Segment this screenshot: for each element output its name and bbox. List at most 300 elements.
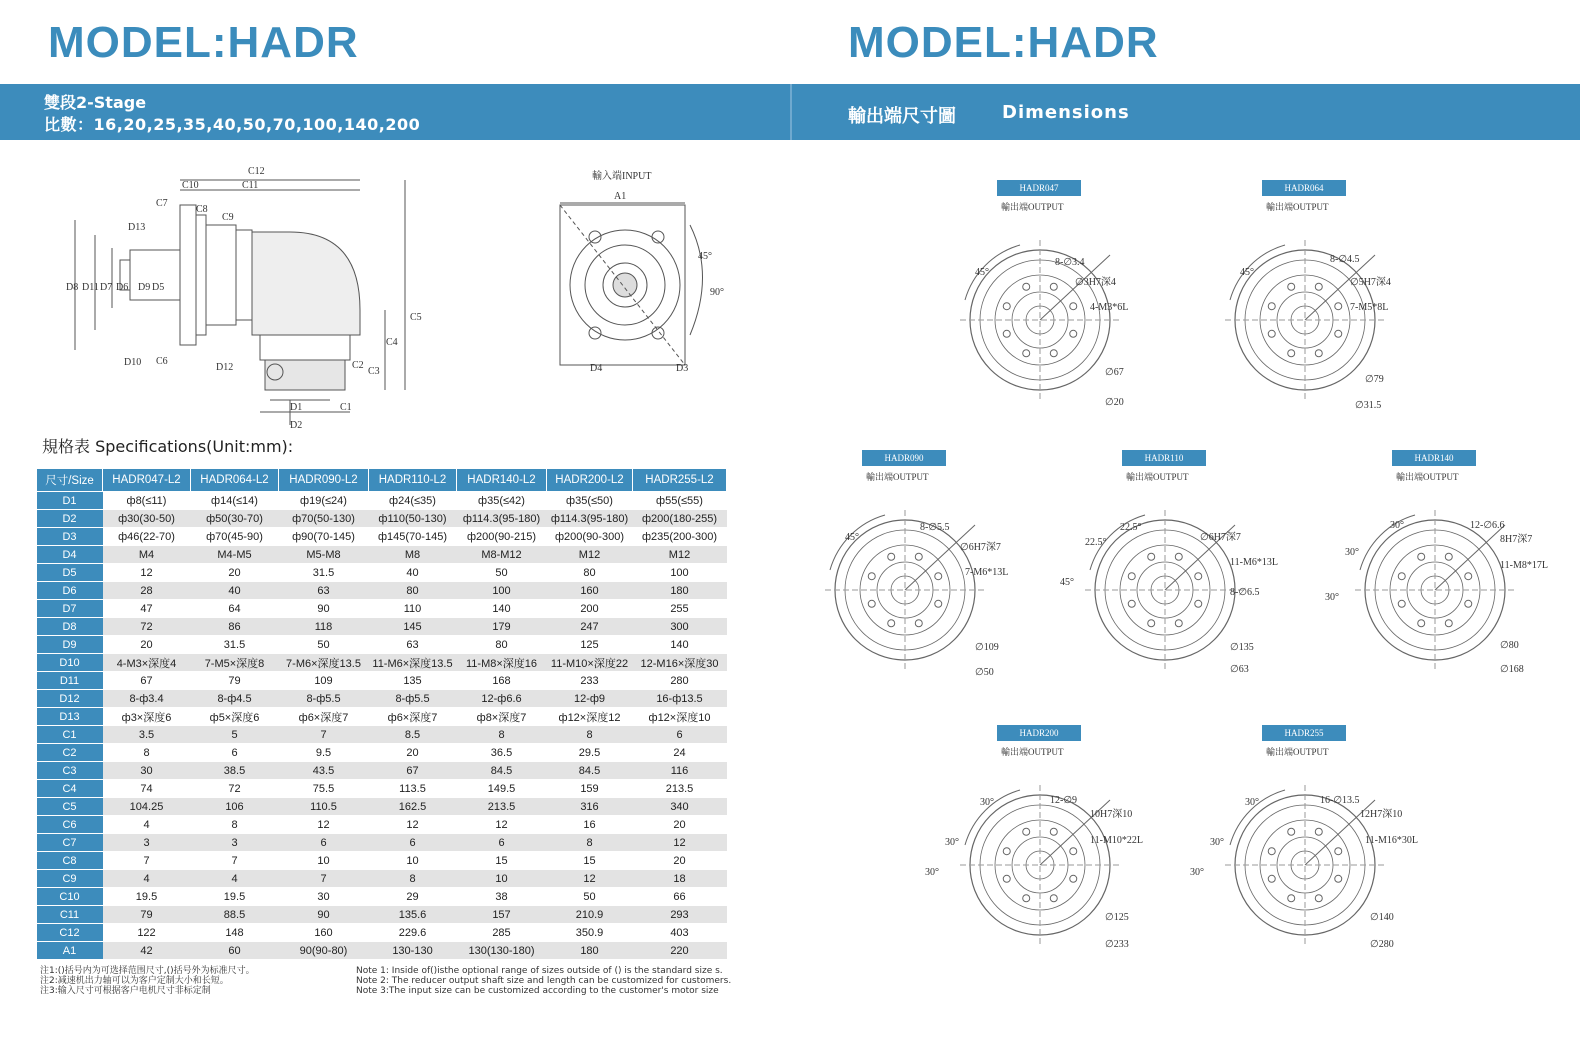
output-caption: 輸出端OUTPUT	[866, 472, 929, 482]
table-cell: 293	[633, 906, 727, 924]
table-row	[37, 942, 727, 960]
table-cell: 80	[547, 564, 633, 582]
dimensions-label-en: Dimensions	[1002, 102, 1130, 123]
output-caption: 輸出端OUTPUT	[1266, 202, 1329, 212]
dimension-label: 12-∅9	[1050, 795, 1078, 806]
output-caption: 輸出端OUTPUT	[1001, 747, 1064, 757]
dimension-label: ∅79	[1365, 374, 1384, 385]
table-cell: ф8×深度7	[457, 708, 547, 726]
row-label: C3	[37, 762, 103, 780]
table-cell: 28	[103, 582, 191, 600]
table-cell: 110.5	[279, 798, 369, 816]
note-cn-1: 注1:()括号内为可选择范围尺寸,()括号外为标准尺寸。	[40, 966, 255, 976]
dimension-label: 8-∅3.4	[1055, 257, 1085, 268]
model-tag: HADR200	[997, 725, 1081, 741]
label-c2: C2	[352, 360, 364, 371]
label-d8: D8	[66, 282, 79, 293]
table-cell: 10	[279, 852, 369, 870]
table-cell: 113.5	[369, 780, 457, 798]
dimension-label: 12-∅6.6	[1470, 520, 1505, 531]
table-cell: 12-ф6.6	[457, 690, 547, 708]
table-cell: 135	[369, 672, 457, 690]
table-cell: 316	[547, 798, 633, 816]
table-cell: 79	[103, 906, 191, 924]
row-label: C9	[37, 870, 103, 888]
table-row	[37, 492, 727, 510]
label-90: 90°	[710, 287, 724, 298]
table-cell: 19.5	[191, 888, 279, 906]
table-cell: 8-ф5.5	[279, 690, 369, 708]
table-cell: 118	[279, 618, 369, 636]
label-d6: D6	[116, 282, 129, 293]
notes-cn	[40, 966, 255, 996]
band-divider	[790, 84, 792, 140]
table-row	[37, 528, 727, 546]
table-cell: ф145(70-145)	[369, 528, 457, 546]
table-cell: 135.6	[369, 906, 457, 924]
table-cell: ф6×深度7	[279, 708, 369, 726]
dimension-label: ∅80	[1500, 640, 1519, 651]
table-cell: 4	[191, 870, 279, 888]
row-label: C1	[37, 726, 103, 744]
table-cell: ф55(≤55)	[633, 492, 727, 510]
table-cell: 42	[103, 942, 191, 960]
table-cell: ф200(180-255)	[633, 510, 727, 528]
table-cell: 130(130-180)	[457, 942, 547, 960]
dimension-label: 30°	[1210, 837, 1224, 848]
model-tag: HADR064	[1262, 180, 1346, 196]
dimension-label: ∅67	[1105, 367, 1124, 378]
table-cell: 74	[103, 780, 191, 798]
label-d2: D2	[290, 420, 303, 431]
output-caption: 輸出端OUTPUT	[1396, 472, 1459, 482]
dimension-label: ∅63	[1230, 664, 1249, 675]
table-row	[37, 654, 727, 672]
row-label: D7	[37, 600, 103, 618]
note-en-3: Note 3:The input size can be customized according to the customer's motor size	[356, 986, 719, 996]
table-row	[37, 708, 727, 726]
dimension-label: 11-M10*22L	[1090, 835, 1143, 846]
label-c7: C7	[156, 198, 168, 209]
table-cell: 47	[103, 600, 191, 618]
table-cell: 148	[191, 924, 279, 942]
row-label: D4	[37, 546, 103, 564]
table-cell: 36.5	[457, 744, 547, 762]
dimension-label: 30°	[980, 797, 994, 808]
output-caption: 輸出端OUTPUT	[1001, 202, 1064, 212]
table-cell: M4	[103, 546, 191, 564]
output-flange-drawing	[820, 480, 1020, 695]
dimension-label: ∅6H7深7	[1200, 532, 1241, 543]
row-label: C5	[37, 798, 103, 816]
table-cell: 5	[191, 726, 279, 744]
table-cell: 88.5	[191, 906, 279, 924]
dimension-label: 45°	[1060, 577, 1074, 588]
table-cell: 100	[457, 582, 547, 600]
label-d9: D9	[138, 282, 151, 293]
table-cell: 20	[633, 852, 727, 870]
table-cell: 16	[547, 816, 633, 834]
table-cell: 233	[547, 672, 633, 690]
dimension-label: ∅140	[1370, 912, 1394, 923]
table-row	[37, 636, 727, 654]
label-d1: D1	[290, 402, 303, 413]
left-page-title: MODEL:HADR	[48, 18, 359, 67]
table-cell: 160	[547, 582, 633, 600]
table-row	[37, 600, 727, 618]
header-hadr200: HADR200-L2	[547, 469, 633, 492]
table-cell: 12-ф9	[547, 690, 633, 708]
table-cell: 12	[457, 816, 547, 834]
table-cell: 6	[279, 834, 369, 852]
header-hadr140: HADR140-L2	[457, 469, 547, 492]
dimension-label: 30°	[1390, 520, 1404, 531]
table-cell: 8	[547, 834, 633, 852]
table-cell: 12-M16×深度30	[633, 654, 727, 672]
table-cell: 67	[369, 762, 457, 780]
table-cell: 40	[369, 564, 457, 582]
row-label: D2	[37, 510, 103, 528]
table-cell: 7-M6×深度13.5	[279, 654, 369, 672]
row-label: C7	[37, 834, 103, 852]
row-label: D1	[37, 492, 103, 510]
table-cell: ф200(90-215)	[457, 528, 547, 546]
table-cell: 179	[457, 618, 547, 636]
dimension-label: ∅135	[1230, 642, 1254, 653]
table-cell: 8	[547, 726, 633, 744]
dimension-label: ∅125	[1105, 912, 1129, 923]
table-row	[37, 744, 727, 762]
table-cell: ф30(30-50)	[103, 510, 191, 528]
table-cell: 72	[103, 618, 191, 636]
table-row	[37, 582, 727, 600]
table-cell: 7	[279, 870, 369, 888]
label-a1: A1	[614, 191, 627, 202]
table-cell: 50	[279, 636, 369, 654]
dimension-label: ∅6H7深7	[960, 542, 1001, 553]
note-cn-3: 注3:输入尺寸可根据客户电机尺寸非标定制	[40, 986, 211, 996]
table-cell: 31.5	[279, 564, 369, 582]
model-tag: HADR110	[1122, 450, 1206, 466]
table-cell: 8-ф5.5	[369, 690, 457, 708]
table-row	[37, 672, 727, 690]
table-cell: 15	[457, 852, 547, 870]
table-row	[37, 690, 727, 708]
label-c10: C10	[182, 180, 199, 191]
table-cell: 8-ф3.4	[103, 690, 191, 708]
table-cell: 6	[633, 726, 727, 744]
row-label: D12	[37, 690, 103, 708]
note-en-1: Note 1: Inside of()isthe optional range of sizes outside of () is the standard size s.	[356, 966, 723, 976]
table-cell: 213.5	[457, 798, 547, 816]
dimension-label: ∅109	[975, 642, 999, 653]
table-cell: 6	[457, 834, 547, 852]
table-row	[37, 816, 727, 834]
label-c3: C3	[368, 366, 380, 377]
table-cell: ф24(≤35)	[369, 492, 457, 510]
table-cell: 8	[369, 870, 457, 888]
table-cell: M4-M5	[191, 546, 279, 564]
table-cell: 19.5	[103, 888, 191, 906]
dimension-label: 45°	[1240, 267, 1254, 278]
table-cell: 84.5	[547, 762, 633, 780]
table-cell: 12	[279, 816, 369, 834]
table-cell: 40	[191, 582, 279, 600]
table-cell: 43.5	[279, 762, 369, 780]
table-cell: ф5×深度6	[191, 708, 279, 726]
table-cell: 159	[547, 780, 633, 798]
dimension-label: ∅280	[1370, 939, 1394, 950]
table-cell: 350.9	[547, 924, 633, 942]
header-hadr255: HADR255-L2	[633, 469, 727, 492]
label-d7: D7	[100, 282, 113, 293]
table-cell: 20	[369, 744, 457, 762]
row-label: D13	[37, 708, 103, 726]
table-cell: 229.6	[369, 924, 457, 942]
table-cell: 20	[103, 636, 191, 654]
table-cell: ф50(30-70)	[191, 510, 279, 528]
table-cell: 140	[633, 636, 727, 654]
header-size: 尺寸/Size	[37, 469, 103, 492]
table-cell: 7	[191, 852, 279, 870]
label-c8: C8	[196, 204, 208, 215]
table-cell: 160	[279, 924, 369, 942]
table-cell: 213.5	[633, 780, 727, 798]
table-cell: 100	[633, 564, 727, 582]
row-label: D6	[37, 582, 103, 600]
table-cell: 8	[457, 726, 547, 744]
row-label: D10	[37, 654, 103, 672]
table-cell: 280	[633, 672, 727, 690]
dimension-label: 30°	[925, 867, 939, 878]
table-cell: 63	[369, 636, 457, 654]
table-row	[37, 726, 727, 744]
model-tag: HADR047	[997, 180, 1081, 196]
table-cell: 7	[103, 852, 191, 870]
table-cell: 20	[191, 564, 279, 582]
table-row	[37, 618, 727, 636]
table-cell: 210.9	[547, 906, 633, 924]
table-cell: 109	[279, 672, 369, 690]
table-cell: 10	[457, 870, 547, 888]
dimension-label: 8-∅6.5	[1230, 587, 1260, 598]
table-cell: 84.5	[457, 762, 547, 780]
dimension-label: ∅5H7深4	[1350, 277, 1391, 288]
dimension-label: 10H7深10	[1090, 809, 1133, 820]
output-flange-drawing	[955, 210, 1155, 425]
note-cn-2: 注2:减速机出力轴可以为客户定制大小和长短。	[40, 976, 229, 986]
table-cell: 300	[633, 618, 727, 636]
output-caption: 輸出端OUTPUT	[1266, 747, 1329, 757]
dimension-label: ∅3H7深4	[1075, 277, 1116, 288]
table-cell: 50	[457, 564, 547, 582]
model-tag: HADR140	[1392, 450, 1476, 466]
table-cell: 3	[191, 834, 279, 852]
table-cell: 11-M10×深度22	[547, 654, 633, 672]
table-cell: 180	[547, 942, 633, 960]
table-cell: 15	[547, 852, 633, 870]
table-cell: 110	[369, 600, 457, 618]
table-cell: 4-M3×深度4	[103, 654, 191, 672]
table-cell: 12	[633, 834, 727, 852]
table-row	[37, 906, 727, 924]
table-cell: 7-M5×深度8	[191, 654, 279, 672]
table-cell: 50	[547, 888, 633, 906]
output-flange-drawing	[1190, 755, 1420, 970]
table-cell: 38	[457, 888, 547, 906]
table-cell: 72	[191, 780, 279, 798]
side-view-drawing	[60, 160, 440, 435]
dimension-label: 7-M6*13L	[965, 567, 1009, 578]
table-cell: 60	[191, 942, 279, 960]
table-cell: 3	[103, 834, 191, 852]
dimension-label: 12H7深10	[1360, 809, 1403, 820]
table-cell: 4	[103, 816, 191, 834]
table-cell: 6	[191, 744, 279, 762]
output-flange-drawing	[925, 755, 1155, 970]
table-cell: 16-ф13.5	[633, 690, 727, 708]
note-en-2: Note 2: The reducer output shaft size and length can be customized for customers.	[356, 976, 732, 986]
label-c9: C9	[222, 212, 234, 223]
table-cell: 122	[103, 924, 191, 942]
ratio-label: 比數：16,20,25,35,40,50,70,100,140,200	[44, 115, 421, 134]
row-label: C10	[37, 888, 103, 906]
dimension-label: 8-∅5.5	[920, 522, 950, 533]
table-row	[37, 564, 727, 582]
spec-title: 規格表 Specifications(Unit:mm):	[42, 437, 294, 456]
table-cell: 31.5	[191, 636, 279, 654]
table-cell: 64	[191, 600, 279, 618]
label-d5: D5	[152, 282, 165, 293]
table-cell: ф6×深度7	[369, 708, 457, 726]
dimension-label: 11-M16*30L	[1365, 835, 1418, 846]
table-cell: M8-M12	[457, 546, 547, 564]
table-cell: 12	[103, 564, 191, 582]
table-cell: ф114.3(95-180)	[547, 510, 633, 528]
label-d11: D11	[82, 282, 99, 293]
label-c12: C12	[248, 166, 265, 177]
row-label: D11	[37, 672, 103, 690]
table-cell: ф12×深度12	[547, 708, 633, 726]
table-cell: ф70(45-90)	[191, 528, 279, 546]
table-cell: 11-M8×深度16	[457, 654, 547, 672]
table-cell: 3.5	[103, 726, 191, 744]
label-d12: D12	[216, 362, 234, 373]
table-cell: ф70(50-130)	[279, 510, 369, 528]
header-hadr047: HADR047-L2	[103, 469, 191, 492]
table-row	[37, 924, 727, 942]
table-cell: 403	[633, 924, 727, 942]
table-row	[37, 870, 727, 888]
table-cell: M5-M8	[279, 546, 369, 564]
dimension-label: 30°	[1190, 867, 1204, 878]
table-cell: M8	[369, 546, 457, 564]
dimension-label: ∅168	[1500, 664, 1524, 675]
table-cell: 12	[547, 870, 633, 888]
dimension-label: 11-M8*17L	[1500, 560, 1548, 571]
dimension-label: 45°	[975, 267, 989, 278]
table-cell: 104.25	[103, 798, 191, 816]
table-cell: ф235(200-300)	[633, 528, 727, 546]
label-d10: D10	[124, 357, 142, 368]
dimension-label: ∅31.5	[1355, 400, 1382, 411]
label-45: 45°	[698, 251, 712, 262]
table-cell: ф3×深度6	[103, 708, 191, 726]
table-cell: 29	[369, 888, 457, 906]
table-cell: 130-130	[369, 942, 457, 960]
dimension-label: 16-∅13.5	[1320, 795, 1360, 806]
table-row	[37, 510, 727, 528]
spec-table	[36, 468, 727, 960]
dimension-label: 4-M3*6L	[1090, 302, 1129, 313]
table-row	[37, 888, 727, 906]
table-row	[37, 798, 727, 816]
table-cell: ф19(≤24)	[279, 492, 369, 510]
row-label: D3	[37, 528, 103, 546]
table-header-row	[37, 469, 727, 492]
table-cell: 20	[633, 816, 727, 834]
row-label: A1	[37, 942, 103, 960]
table-cell: 247	[547, 618, 633, 636]
input-caption: 輸入端INPUT	[592, 171, 652, 182]
table-cell: 80	[457, 636, 547, 654]
table-cell: 10	[369, 852, 457, 870]
table-cell: 200	[547, 600, 633, 618]
row-label: C11	[37, 906, 103, 924]
row-label: D8	[37, 618, 103, 636]
table-cell: 11-M6×深度13.5	[369, 654, 457, 672]
model-tag: HADR090	[862, 450, 946, 466]
table-row	[37, 780, 727, 798]
table-cell: 162.5	[369, 798, 457, 816]
table-cell: 145	[369, 618, 457, 636]
table-cell: 7	[279, 726, 369, 744]
dimension-label: 8-∅4.5	[1330, 254, 1360, 265]
table-cell: 75.5	[279, 780, 369, 798]
table-cell: 9.5	[279, 744, 369, 762]
model-tag: HADR255	[1262, 725, 1346, 741]
table-cell: 8	[103, 744, 191, 762]
row-label: C6	[37, 816, 103, 834]
row-label: D5	[37, 564, 103, 582]
output-flange-drawing	[1220, 210, 1420, 425]
row-label: C8	[37, 852, 103, 870]
table-cell: 285	[457, 924, 547, 942]
table-cell: ф46(22-70)	[103, 528, 191, 546]
table-cell: 8.5	[369, 726, 457, 744]
table-cell: 12	[369, 816, 457, 834]
table-cell: 90	[279, 906, 369, 924]
row-label: D9	[37, 636, 103, 654]
table-cell: 6	[369, 834, 457, 852]
label-c11: C11	[242, 180, 259, 191]
stage-label: 雙段2-Stage	[44, 93, 147, 112]
label-c6: C6	[156, 356, 168, 367]
dimension-label: 30°	[1325, 592, 1339, 603]
table-cell: 29.5	[547, 744, 633, 762]
label-c5: C5	[410, 312, 422, 323]
dimension-label: 30°	[1345, 547, 1359, 558]
dimension-label: ∅50	[975, 667, 994, 678]
table-cell: 180	[633, 582, 727, 600]
table-cell: 220	[633, 942, 727, 960]
label-c1: C1	[340, 402, 352, 413]
table-cell: 157	[457, 906, 547, 924]
output-flange-drawing	[1325, 480, 1550, 695]
label-d3: D3	[676, 363, 689, 374]
dimension-label: 8H7深7	[1500, 534, 1533, 545]
dimension-label: 22.5°	[1085, 537, 1107, 548]
